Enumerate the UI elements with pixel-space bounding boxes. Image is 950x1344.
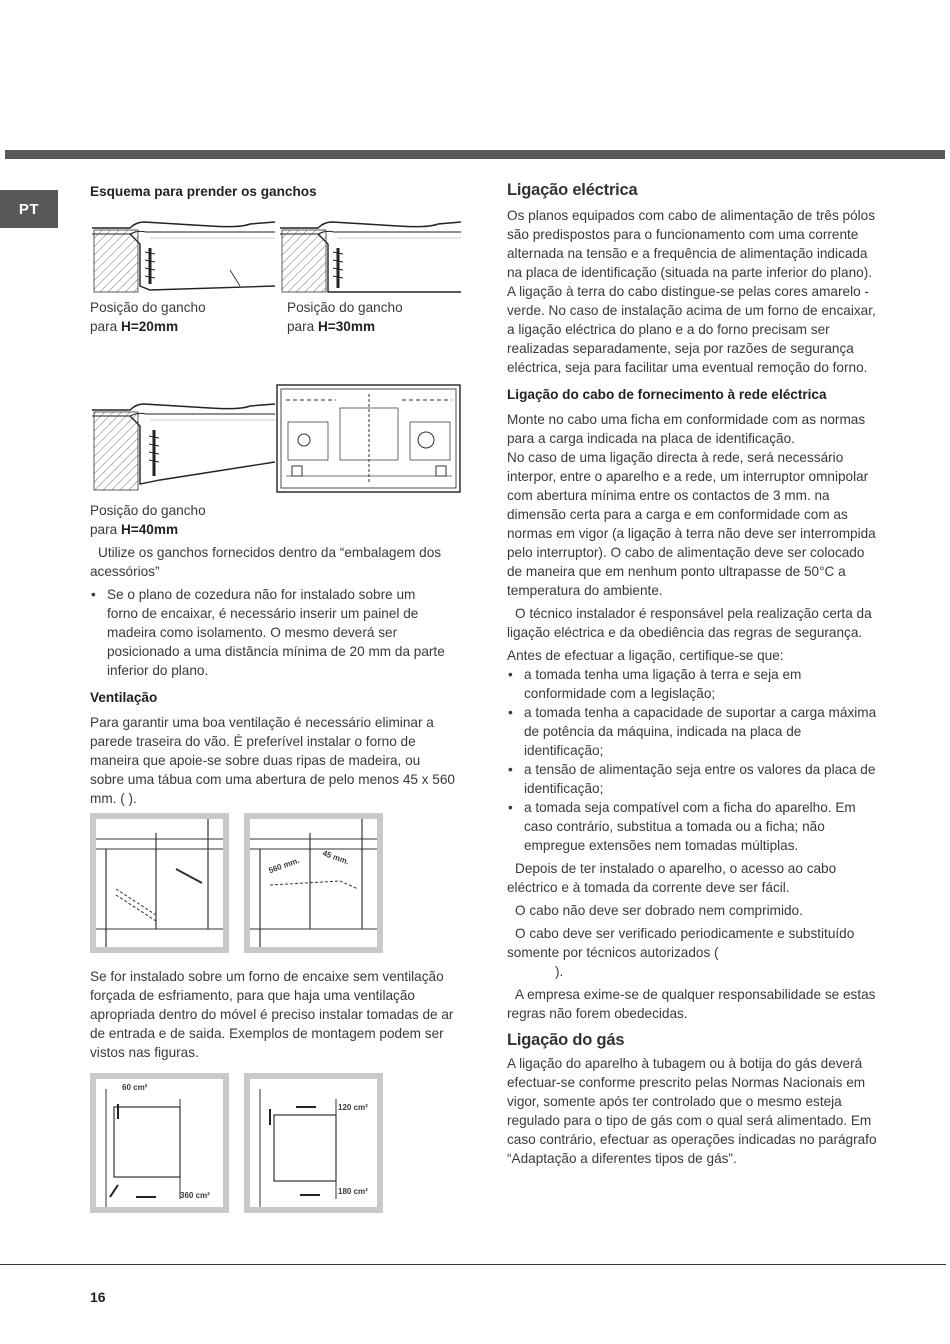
ventilation-text-2: Se for instalado sobre um forno de encaixe sem ventilação forçada de esfriamento, para que haja uma ventilação apropriada dentro do móvel é preciso instalar tomadas de ar de entrada e de saida. Exemplos de montagem podem ser vistos nas figuras. (90, 969, 454, 1060)
check-item: • a tensão de alimentação seja entre os valores da placa de identificação; (507, 760, 882, 798)
liability-paragraph: A empresa exime-se de qualquer responsabilidade se estas regras não forem obedecidas. (507, 987, 876, 1021)
page-number: 16 (90, 1289, 106, 1305)
verify-paragraph: O cabo deve ser verificado periodicamente e substituído somente por técnicos autorizados ( (507, 926, 855, 960)
cable-title: Ligação do cabo de fornecimento à rede eléctrica (507, 387, 827, 402)
airflow-figure-2 (244, 1073, 383, 1213)
opening-depth-label: 45 mm. (321, 848, 351, 867)
language-tab: PT (0, 190, 58, 228)
hooks-list (90, 585, 450, 680)
opening-width-label: 560 mm. (267, 855, 301, 876)
check-item: • a tomada tenha uma ligação à terra e seja em conformidade com a legislação; (507, 665, 882, 703)
gas-paragraph: A ligação do aparelho à tubagem ou à botija do gás deverá efectuar-se conforme prescrito pelas Normas Nacionais em vigor, somente após ter controlado que o mesmo esteja regulado para o tipo de gás com o qual será alimentado. Em caso contrário, efectuar as operações indicadas no parágrafo “Adaptação a diferentes tipos de gás”. (507, 1056, 877, 1166)
check-item: • a tomada seja compatível com a ficha do aparelho. Em caso contrário, substitua a tomada ou a ficha; não empregue extensões nem tomadas múltiplas. (507, 798, 882, 855)
airflow-figure-1 (90, 1073, 229, 1213)
ventilation-figure-1 (90, 813, 229, 953)
verify-paragraph-end: ). (555, 964, 564, 979)
caption-line: para H=40mm (90, 522, 179, 537)
caption-line: Posição do gancho (287, 300, 403, 315)
electrical-paragraph: Os planos equipados com cabo de alimentação de três pólos são predispostos para o funcionamento com uma corrente alternada na tensão e a frequência de alimentação indicada na placa de identificação (situada na parte inferior do plano). A ligação à terra do cabo distingue-se pelas cores amarelo - verde. No caso de instalação acima de um forno de encaixar, a ligação eléctrica do plano e a do forno precisam ser realizadas separadamente, seja por razões de segurança eléctrica, seja para facilitar uma eventual remoção do forno. (507, 208, 876, 375)
ventilation-figure-2 (244, 813, 383, 953)
hooks-note: Utilize os ganchos fornecidos dentro da “embalagem dos acessórios” (90, 545, 442, 579)
electrical-title: Ligação eléctrica (507, 181, 638, 199)
check-item: • a tomada tenha a capacidade de suportar a carga máxima de potência da máquina, indicada na placa de identificação; (507, 703, 882, 760)
caption-h20 (90, 298, 206, 336)
hooks-title: Esquema para prender os ganchos (90, 184, 317, 199)
after-paragraph: Depois de ter instalado o aparelho, o acesso ao cabo eléctrico e à tomada da corrente deve ser fácil. (507, 861, 837, 895)
ventilation-title: Ventilação (90, 690, 158, 705)
caption-line: Posição do gancho (90, 503, 206, 518)
caption-h40 (90, 501, 206, 539)
hob-underside-diagram (276, 384, 461, 494)
gas-title: Ligação do gás (507, 1031, 625, 1049)
hook-diagram-h30 (278, 208, 461, 300)
airflow-label-60: 60 cm² (122, 1083, 148, 1092)
airflow-label-180: 180 cm² (338, 1187, 368, 1196)
before-paragraph: Antes de efectuar a ligação, certifique-se que: (507, 648, 784, 663)
check-list (507, 665, 882, 855)
caption-line: para H=30mm (287, 319, 376, 334)
cable-paragraph-1: Monte no cabo uma ficha em conformidade com as normas para a carga indicada na placa de identificação. (507, 412, 866, 446)
hook-diagram-h20 (90, 208, 275, 300)
caption-h30 (287, 298, 403, 336)
caption-line: para H=20mm (90, 319, 179, 334)
ventilation-text: Para garantir uma boa ventilação é necessário eliminar a parede traseira do vão. É preferível instalar o forno de maneira que apoie-se sobre duas ripas de madeira, ou sobre uma tábua com uma abertura de pelo menos 45 x 560 mm. ( ). (90, 715, 455, 806)
hooks-block (90, 543, 450, 680)
hook-diagram-h40 (90, 384, 275, 496)
no-bend-paragraph: O cabo não deve ser dobrado nem comprimido. (515, 903, 803, 918)
bottom-rule (0, 1264, 946, 1265)
installer-paragraph: O técnico instalador é responsável pela realização certa da ligação eléctrica e da obediência das regras de segurança. (507, 606, 872, 640)
airflow-label-120: 120 cm² (338, 1103, 368, 1112)
top-rule (5, 150, 945, 159)
right-column (507, 181, 882, 1168)
hooks-bullet: • Se o plano de cozedura não for instalado sobre um forno de encaixar, é necessário inserir um painel de madeira como isolamento. O mesmo deverá ser posicionado a uma distância mínima de 20 mm da parte inferior do plano. (90, 585, 450, 680)
caption-line: Posição do gancho (90, 300, 206, 315)
airflow-label-360: 360 cm² (180, 1191, 210, 1200)
cable-paragraph-2: No caso de uma ligação directa à rede, será necessário interpor, entre o aparelho e a rede, um interruptor omnipolar com abertura mínima entre os contactos de 3 mm. na dimensão certa para a carga e em conformidade com as normas em vigor (a ligação à terra não deve ser interrompida pelo interruptor). O cabo de alimentação deve ser colocado de maneira que em nenhum ponto ultrapasse de 50°C a temperatura do ambiente. (507, 450, 876, 598)
